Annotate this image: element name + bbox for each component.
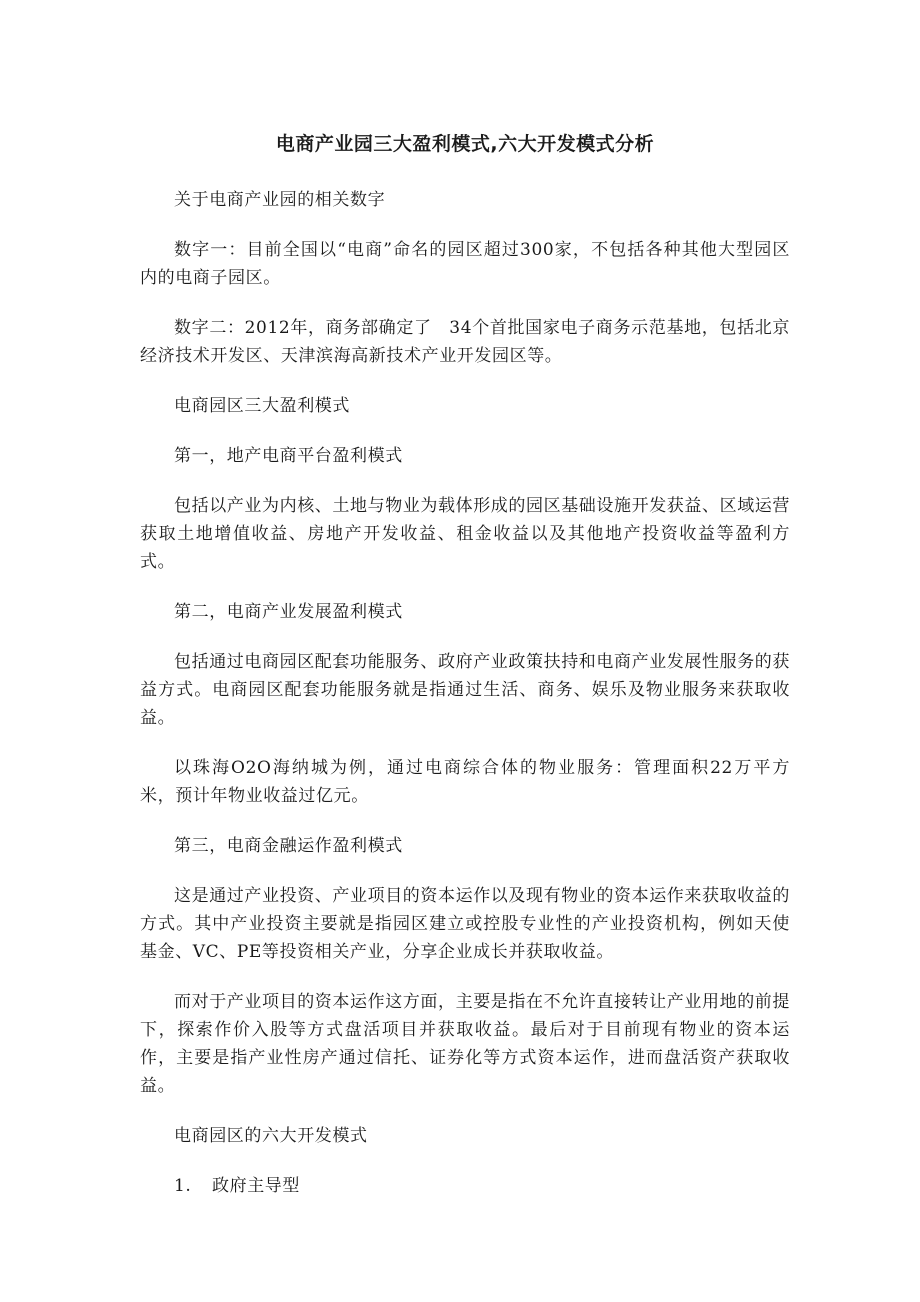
list-item-text: 政府主导型 <box>212 1176 300 1196</box>
paragraph-first-model: 包括以产业为内核、土地与物业为载体形成的园区基础设施开发获益、区域运营获取土地增值收益、房地产开发收益、租金收益以及其他地产投资收益等盈利方式。 <box>140 496 790 572</box>
document-title: 电商产业园三大盈利模式,六大开发模式分析 <box>275 133 655 155</box>
section-heading-development-models: 电商园区的六大开发模式 <box>174 1126 368 1146</box>
subheading-second-model: 第二，电商产业发展盈利模式 <box>174 602 403 622</box>
document-page <box>140 128 808 1222</box>
subheading-first-model: 第一，地产电商平台盈利模式 <box>174 446 403 466</box>
paragraph-second-model: 包括通过电商园区配套功能服务、政府产业政策扶持和电商产业发展性服务的获益方式。电商园区配套功能服务就是指通过生活、商务、娱乐及物业服务来获取收益。 <box>140 652 790 728</box>
paragraph-zhuhai-example: 以珠海O2O海纳城为例，通过电商综合体的物业服务：管理面积22万平方 米，预计年物业收益过亿元。 <box>140 758 808 806</box>
paragraph-capital-operation: 而对于产业项目的资本运作这方面，主要是指在不允许直接转让产业用地的前提下，探索作价入股等方式盘活项目并获取收益。最后对于目前现有物业的资本运作，主要是指产业性房产通过信托、证券化等方式资本运作，进而盘活资产获取收益。 <box>140 992 790 1096</box>
subheading-third-model: 第三，电商金融运作盈利模式 <box>174 836 403 856</box>
list-item-number: 1. <box>174 1176 192 1196</box>
paragraph-number-one: 数字一：目前全国以“电商”命名的园区超过300家，不包括各种其他大型园区内的电商子园区。 <box>140 240 790 288</box>
paragraph-third-model: 这是通过产业投资、产业项目的资本运作以及现有物业的资本运作来获取收益的方式。其中产业投资主要就是指园区建立或控股专业性的产业投资机构，例如天使基金、VC、PE等投资相关产业，分享企业成长并获取收益。 <box>140 886 790 962</box>
section-heading-profit-models: 电商园区三大盈利模式 <box>174 396 350 416</box>
list-item <box>140 1172 790 1200</box>
paragraph-intro-heading: 关于电商产业园的相关数字 <box>174 190 386 210</box>
paragraph-number-two: 数字二：2012年，商务部确定了 34个首批国家电子商务示范基地，包括北京经济技术开发区、天津滨海高新技术产业开发园区等。 <box>140 318 790 366</box>
